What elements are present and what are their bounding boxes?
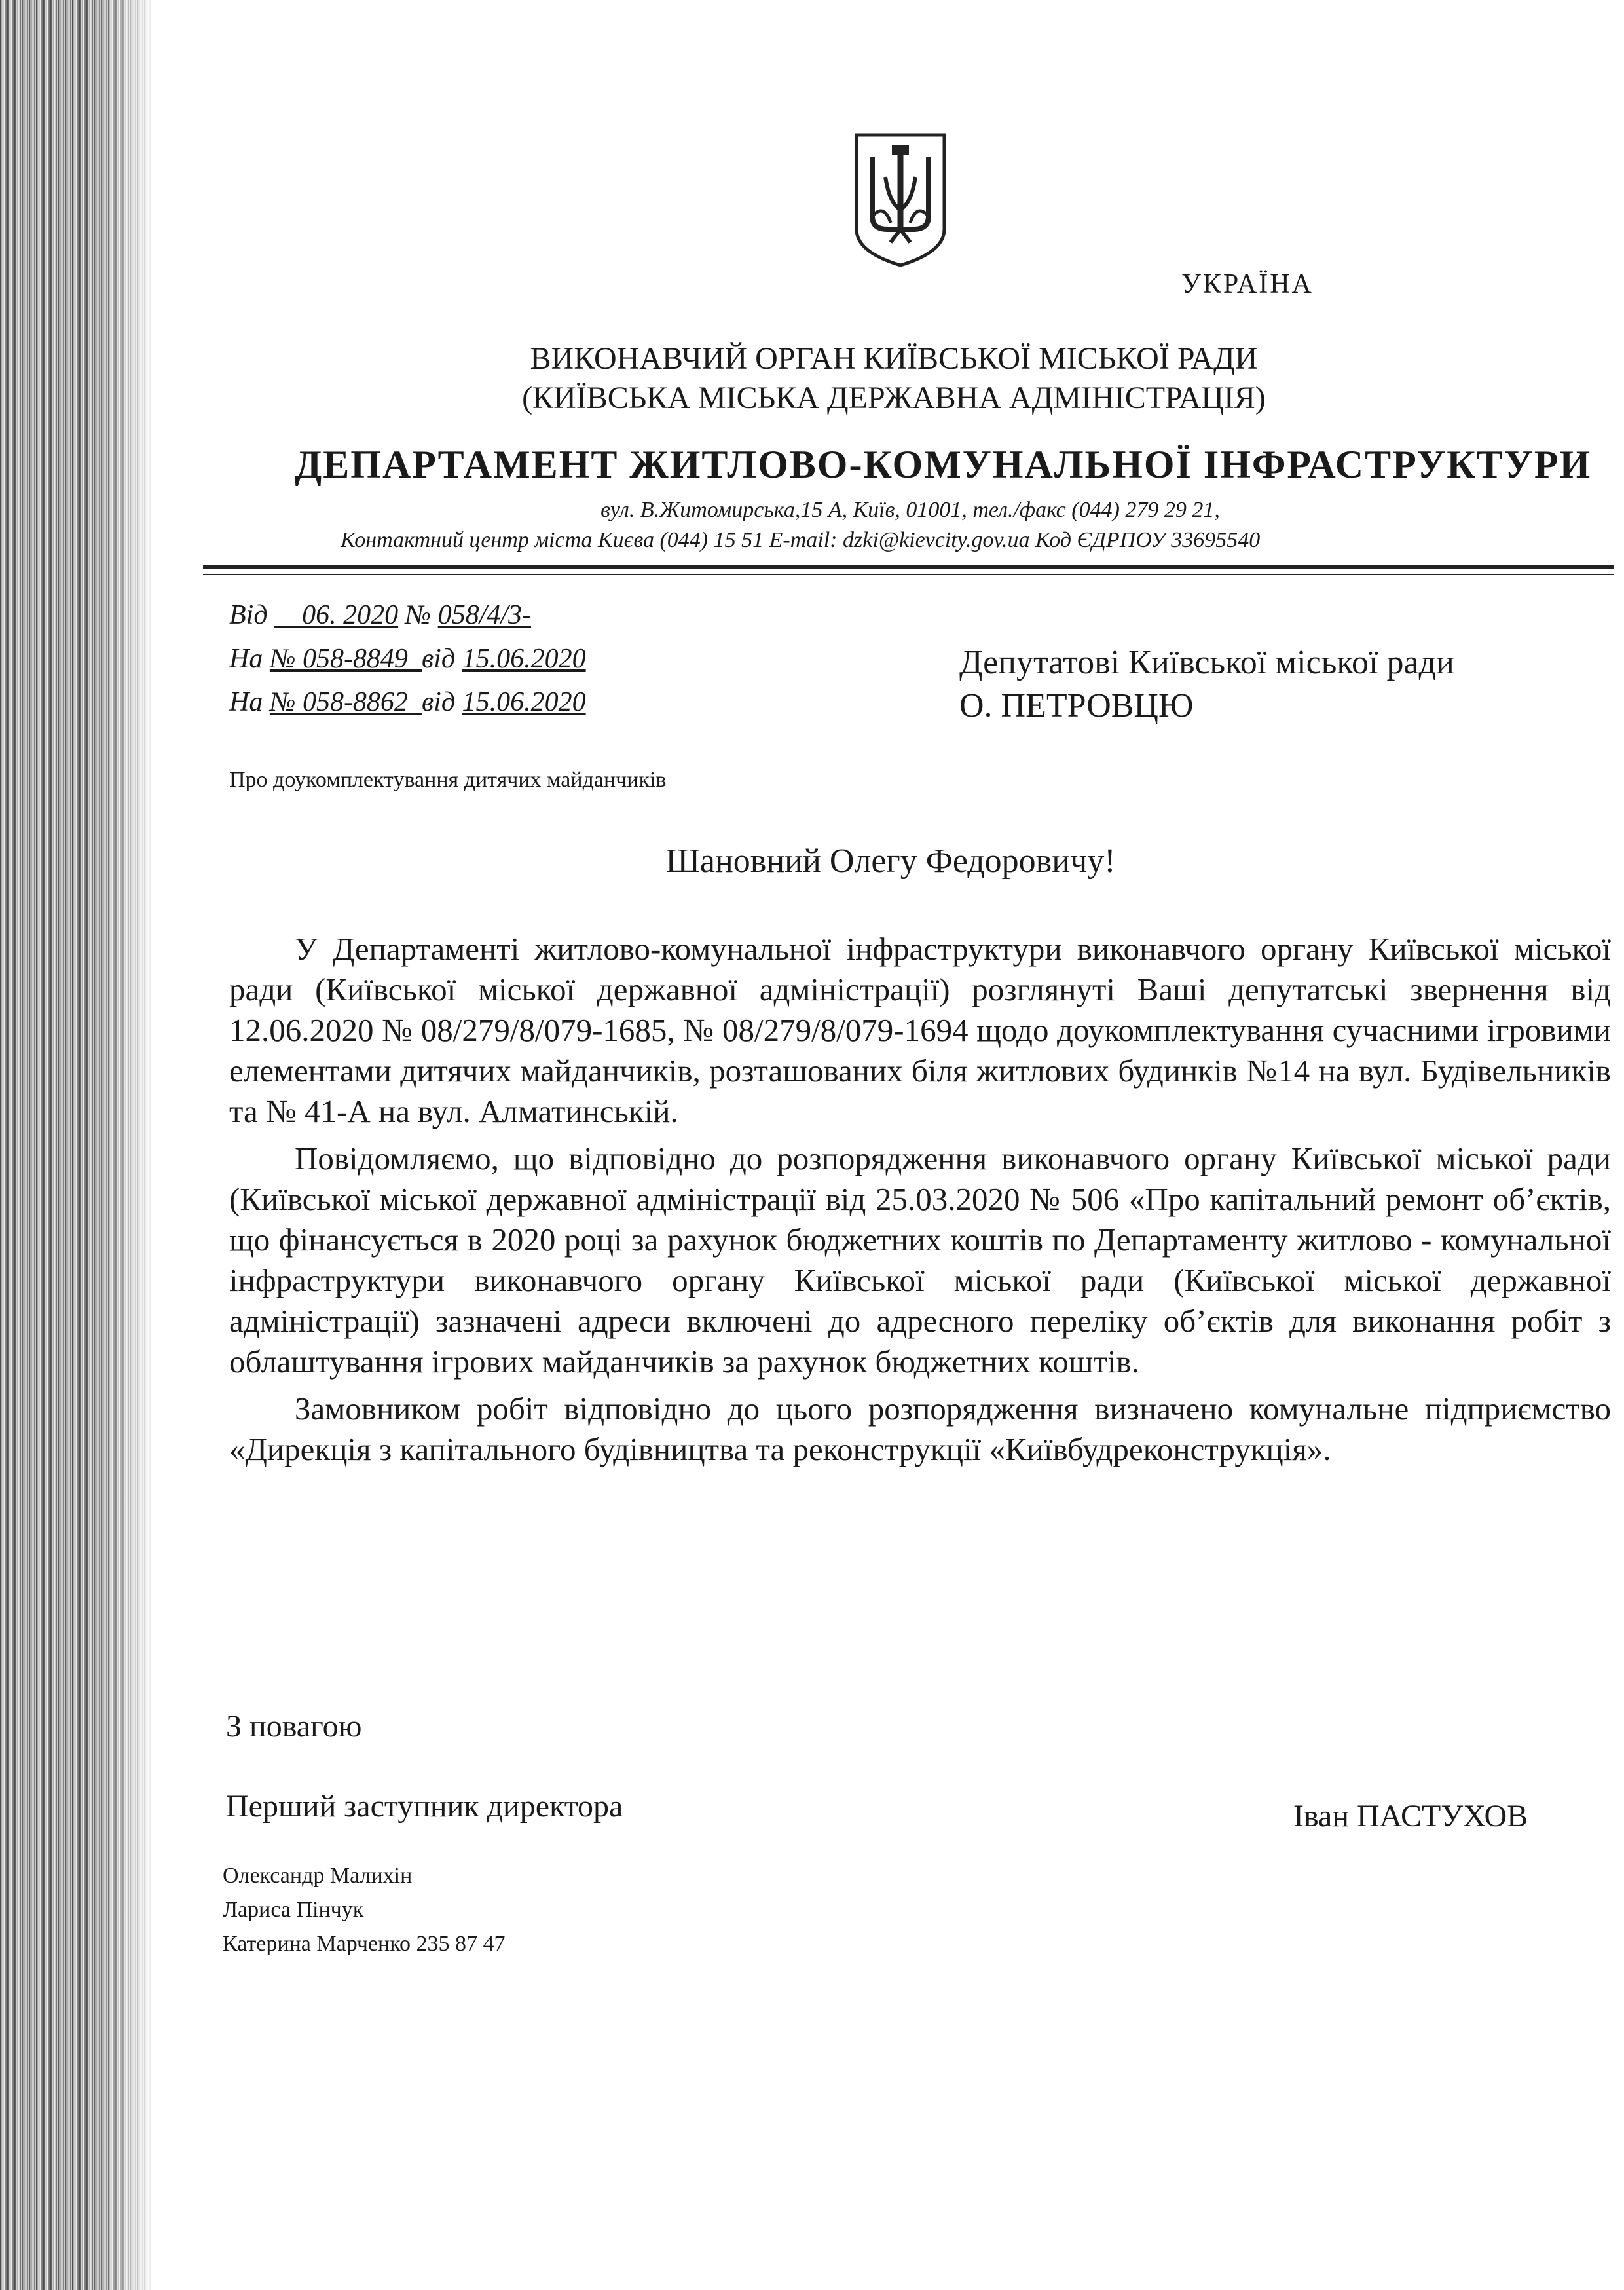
letterhead-org-line1: ВИКОНАВЧИЙ ОРГАН КИЇВСЬКОЇ МІСЬКОЇ РАДИ bbox=[530, 341, 1258, 376]
ref-from-label: від bbox=[421, 687, 456, 717]
ref-number: № 058-8849_ bbox=[269, 644, 422, 674]
ref-from-label: від bbox=[421, 644, 456, 674]
letterhead-country: УКРАЇНА bbox=[1181, 269, 1314, 299]
addressee-name: О. ПЕТРОВЦЮ bbox=[959, 687, 1194, 724]
salutation: Шановний Олегу Федоровичу! bbox=[665, 842, 1116, 880]
letterhead-department: ДЕПАРТАМЕНТ ЖИТЛОВО-КОМУНАЛЬНОЇ ІНФРАСТРУКТУРИ bbox=[295, 443, 1592, 486]
letterhead-address-line1: вул. В.Житомирська,15 А, Київ, 01001, тел./факс (044) 279 29 21, bbox=[600, 498, 1220, 522]
ref-prefix: На bbox=[229, 687, 263, 717]
letterhead-address-line2: Контактний центр міста Києва (044) 15 51 E-mail: dzki@kievcity.gov.ua Код ЄДРПОУ 33695540 bbox=[341, 528, 1261, 552]
executors-list bbox=[223, 1859, 506, 1961]
ref-no-label: № bbox=[405, 600, 432, 630]
closing-phrase: З повагою bbox=[226, 1709, 362, 1744]
signer-position: Перший заступник директора bbox=[226, 1789, 623, 1824]
addressee-title: Депутатові Київської міської ради bbox=[959, 644, 1454, 681]
signer-name: Іван ПАСТУХОВ bbox=[1293, 1799, 1528, 1833]
outgoing-reference bbox=[229, 599, 531, 631]
ref-number: № 058-8862_ bbox=[269, 687, 422, 717]
letter-body bbox=[229, 929, 1611, 1476]
ref-prefix: На bbox=[229, 644, 263, 674]
executor: Олександр Малихін bbox=[223, 1864, 413, 1888]
incoming-reference-2 bbox=[229, 686, 586, 718]
ref-date: 15.06.2020 bbox=[462, 644, 586, 674]
executor: Лариса Пінчук bbox=[223, 1898, 364, 1922]
letterhead-org-line2: (КИЇВСЬКА МІСЬКА ДЕРЖАВНА АДМІНІСТРАЦІЯ) bbox=[522, 381, 1266, 415]
ref-number: 058/4/3- bbox=[437, 600, 532, 630]
incoming-reference-1 bbox=[229, 643, 586, 675]
ref-date: __06. 2020 bbox=[274, 600, 399, 630]
letterhead-divider-thin bbox=[203, 574, 1614, 575]
executor: Катерина Марченко 235 87 47 bbox=[223, 1932, 506, 1956]
body-paragraph-2: Повідомляємо, що відповідно до розпорядження виконавчого органу Київської міської ради (Київської міської державної адміністрації від 25.03.2020 № 506 «Про капітальний ремонт об’єктів, що фінансується в 2020 році за рахунок бюджетних коштів по Департаменту житлово - комунальної інфраструктури виконавчого органу Київської міської ради (Київської міської державної адміністрації) зазначені адреси включені до адресного переліку об’єктів для виконання робіт з облаштування ігрових майданчиків за рахунок бюджетних коштів. bbox=[229, 1140, 1611, 1380]
trident-coat-of-arms-icon bbox=[851, 131, 950, 269]
ref-date: 15.06.2020 bbox=[462, 687, 586, 717]
ref-prefix: Від bbox=[229, 600, 268, 630]
body-paragraph-1: У Департаменті житлово-комунальної інфраструктури виконавчого органу Київської міської ради (Київської міської державної адміністрації) розглянуті Ваші депутатські звернення від 12.06.2020 № 08/279/8/079-1685, № 08/279/8/079-1694 щодо доукомплектування сучасними ігровими елементами дитячих майданчиків, розташованих біля житлових будинків №14 на вул. Будівельників та № 41-А на вул. Алматинській. bbox=[229, 931, 1611, 1129]
body-paragraph-3: Замовником робіт відповідно до цього розпорядження визначено комунальне підприємство «Дирекція з капітального будівництва та реконструкції «Київбудреконструкція». bbox=[229, 1391, 1611, 1467]
letter-subject: Про доукомплектування дитячих майданчиків bbox=[229, 768, 667, 792]
letterhead-divider-thick bbox=[203, 565, 1614, 569]
